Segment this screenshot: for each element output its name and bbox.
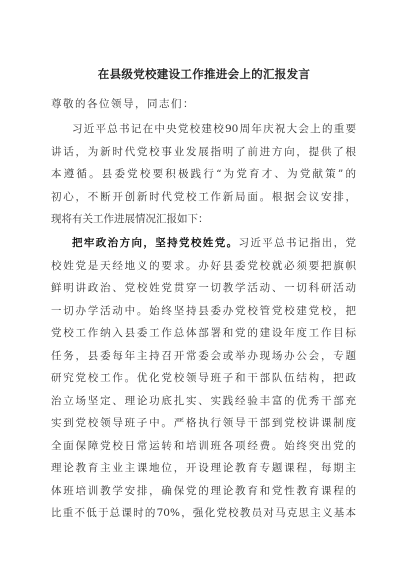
paragraph-line: 党校工作纳入县委工作总体部署和党的建设年度工作目标: [51, 327, 356, 339]
paragraph-lead-line: [51, 232, 356, 255]
paragraph-line: 理论教育主业主课地位，开设理论教育专题课程，每期主: [51, 462, 356, 474]
paragraph-line: 全面保障党校日常运转和培训班各项经费。始终突出党的: [51, 439, 356, 452]
paragraph-line: 本遵循。县委党校要积极践行“为党育才、为党献策”的: [51, 168, 356, 180]
lead-text: 习近平总书记指出，党: [238, 237, 356, 249]
paragraph-line: 初心，不断开创新时代党校工作新局面。根据会议安排，: [51, 190, 356, 203]
paragraph-line: 鲜明讲政治、党校姓党贯穿一切教学活动、一切科研活动: [51, 282, 356, 294]
greeting: 尊敬的各位领导，同志们：: [51, 98, 195, 110]
paragraph-line: 校姓党是天经地义的要求。办好县委党校就必须要把旗帜: [51, 259, 356, 272]
paragraph-line: 治立场坚定、理论功底扎实、实践经验丰富的优秀干部充: [51, 394, 356, 407]
paragraph-intro: [51, 118, 356, 231]
paragraph-line: 一切办学活动中。始终坚持县委办党校管党校建党校，把: [51, 304, 356, 317]
paragraph-line: 比重不低于总课时的70%，强化党校教员对马克思主义基本: [51, 507, 356, 519]
section-heading: 把牢政治方向，坚持党校姓党。: [72, 237, 239, 249]
paragraph-line: 任务，县委每年主持召开常委会或举办现场办公会，专题: [51, 349, 356, 362]
paragraph-line: 研究党校工作。优化党校领导班子和干部队伍结构，把政: [51, 372, 356, 384]
paragraph-line: 实到党校领导班子中。严格执行领导干部到党校讲课制度: [51, 417, 356, 429]
paragraph-political-direction: [51, 232, 356, 525]
paragraph-line: 现将有关工作进展情况汇报如下：: [51, 213, 209, 225]
paragraph-line: 习近平总书记在中央党校建校90周年庆祝大会上的重要: [72, 123, 356, 135]
paragraph-line: 体班培训教学安排，确保党的理论教育和党性教育课程的: [51, 484, 356, 497]
paragraph-line: 讲话，为新时代党校事业发展指明了前进方向，提供了根: [51, 145, 356, 158]
document-title: 在县级党校建设工作推进会上的汇报发言: [97, 67, 311, 81]
